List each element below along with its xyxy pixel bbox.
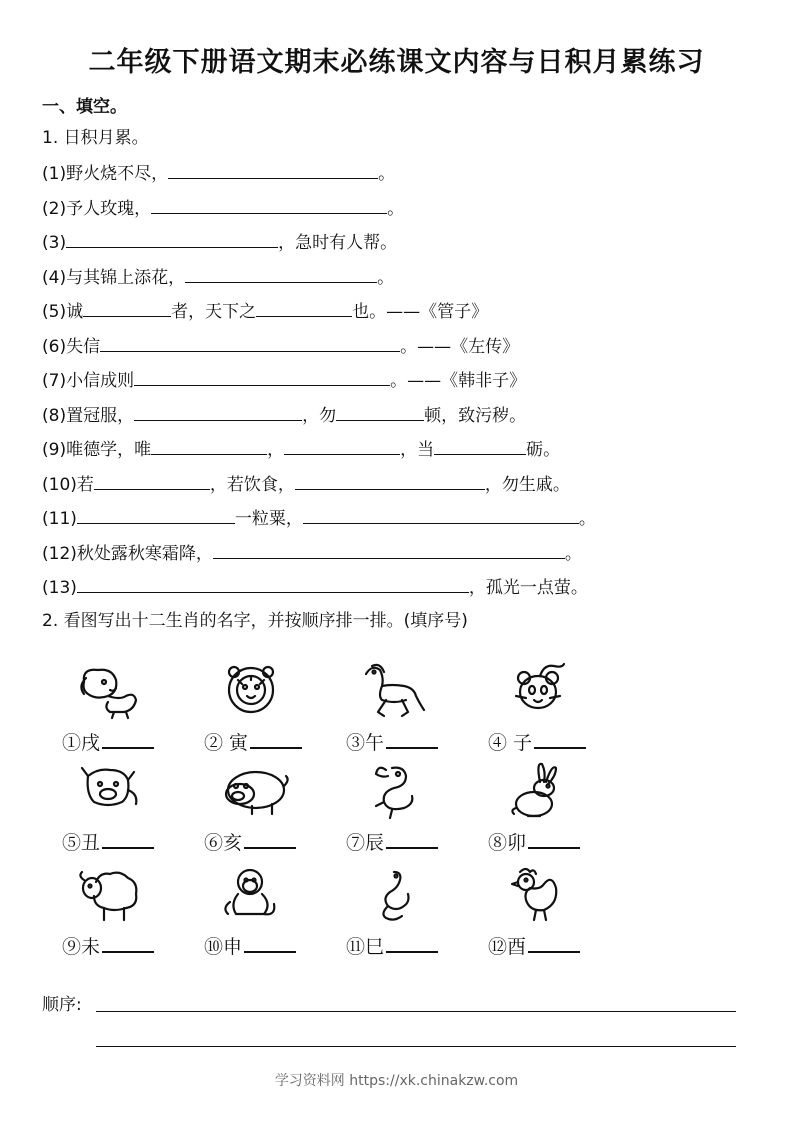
zodiac-item xyxy=(62,864,202,964)
answer-blank[interactable] xyxy=(434,436,526,455)
zodiac-item xyxy=(204,760,344,860)
answer-blank[interactable] xyxy=(77,574,469,593)
zodiac-item xyxy=(346,864,486,964)
answer-blank[interactable] xyxy=(534,731,586,749)
sheep-icon xyxy=(74,864,144,926)
answer-blank[interactable] xyxy=(213,540,565,559)
answer-blank[interactable] xyxy=(528,935,580,953)
answer-blank[interactable] xyxy=(83,298,171,317)
footer-source: 学习资料网 https://xk.chinakzw.com xyxy=(274,1073,519,1089)
answer-blank[interactable] xyxy=(134,402,302,421)
answer-blank[interactable] xyxy=(94,471,210,490)
answer-blank[interactable] xyxy=(168,160,378,179)
answer-blank[interactable] xyxy=(100,333,400,352)
rabbit-icon xyxy=(500,760,570,822)
zodiac-label: ⑩申 xyxy=(204,936,243,958)
order-answer-line[interactable] xyxy=(96,1011,736,1012)
zodiac-label: ② 寅 xyxy=(204,732,249,754)
zodiac-label: ⑧卯 xyxy=(488,832,527,854)
zodiac-item xyxy=(62,660,202,760)
fill-item-1: (1)野火烧不尽， 。 xyxy=(42,160,395,186)
dragon-icon xyxy=(358,760,428,822)
zodiac-item xyxy=(346,760,486,860)
answer-blank[interactable] xyxy=(151,195,387,214)
answer-blank[interactable] xyxy=(295,471,485,490)
order-answer-line[interactable] xyxy=(96,1046,736,1047)
zodiac-label: ⑪巳 xyxy=(346,936,385,958)
answer-blank[interactable] xyxy=(102,731,154,749)
section-heading: 一、填空。 xyxy=(42,97,127,117)
answer-blank[interactable] xyxy=(102,935,154,953)
zodiac-item xyxy=(62,760,202,860)
fill-item-5: (5)诚 者，天下之 也。——《管子》 xyxy=(42,298,488,324)
zodiac-item xyxy=(204,660,344,760)
zodiac-label: ④ 子 xyxy=(488,732,533,754)
zodiac-label: ⑦辰 xyxy=(346,832,385,854)
answer-blank[interactable] xyxy=(386,935,438,953)
fill-item-6: (6)失信 。——《左传》 xyxy=(42,333,519,359)
answer-blank[interactable] xyxy=(303,505,579,524)
answer-blank[interactable] xyxy=(250,731,302,749)
answer-blank[interactable] xyxy=(151,436,267,455)
fill-item-12: (12)秋处露秋寒霜降， 。 xyxy=(42,540,582,566)
dog-icon xyxy=(74,660,144,722)
answer-blank[interactable] xyxy=(528,831,580,849)
answer-blank[interactable] xyxy=(256,298,352,317)
answer-blank[interactable] xyxy=(386,731,438,749)
zodiac-item xyxy=(488,864,628,964)
fill-item-11: (11) 一粒粟， 。 xyxy=(42,505,596,531)
zodiac-item xyxy=(488,660,628,760)
pig-icon xyxy=(216,760,292,822)
zodiac-label: ①戌 xyxy=(62,732,101,754)
zodiac-label: ⑫酉 xyxy=(488,936,527,958)
zodiac-label: ⑤丑 xyxy=(62,832,101,854)
fill-item-10: (10)若 ，若饮食， ，勿生戚。 xyxy=(42,471,570,497)
zodiac-item xyxy=(204,864,344,964)
fill-item-2: (2)予人玫瑰， 。 xyxy=(42,195,404,221)
monkey-icon xyxy=(216,864,286,926)
order-label: 顺序: xyxy=(42,995,82,1015)
answer-blank[interactable] xyxy=(185,264,377,283)
page-title: 二年级下册语文期末必练课文内容与日积月累练习 xyxy=(88,47,705,78)
ox-icon xyxy=(74,760,144,822)
tiger-icon xyxy=(216,660,286,722)
answer-blank[interactable] xyxy=(284,436,400,455)
rat-icon xyxy=(500,660,570,722)
zodiac-label: ⑥亥 xyxy=(204,832,243,854)
rooster-icon xyxy=(500,864,570,926)
horse-icon xyxy=(358,660,428,722)
answer-blank[interactable] xyxy=(336,402,424,421)
fill-item-7: (7)小信成则 。——《韩非子》 xyxy=(42,367,526,393)
question-1-heading: 1. 日积月累。 xyxy=(42,128,149,148)
fill-item-8: (8)置冠服， ，勿 顿，致污秽。 xyxy=(42,402,526,428)
snake-icon xyxy=(358,864,428,926)
question-2-heading: 2. 看图写出十二生肖的名字，并按顺序排一排。(填序号) xyxy=(42,611,468,631)
answer-blank[interactable] xyxy=(102,831,154,849)
zodiac-item xyxy=(346,660,486,760)
answer-blank[interactable] xyxy=(134,367,390,386)
fill-item-9: (9)唯德学，唯 ， ，当 砺。 xyxy=(42,436,560,462)
answer-blank[interactable] xyxy=(386,831,438,849)
zodiac-grid xyxy=(0,652,793,962)
fill-item-13: (13) ，孤光一点萤。 xyxy=(42,574,588,600)
zodiac-item xyxy=(488,760,628,860)
answer-blank[interactable] xyxy=(66,229,278,248)
answer-blank[interactable] xyxy=(244,831,296,849)
fill-item-4: (4)与其锦上添花， 。 xyxy=(42,264,394,290)
zodiac-label: ⑨未 xyxy=(62,936,101,958)
answer-blank[interactable] xyxy=(244,935,296,953)
zodiac-label: ③午 xyxy=(346,732,385,754)
answer-blank[interactable] xyxy=(77,505,235,524)
fill-item-3: (3) ，急时有人帮。 xyxy=(42,229,397,255)
